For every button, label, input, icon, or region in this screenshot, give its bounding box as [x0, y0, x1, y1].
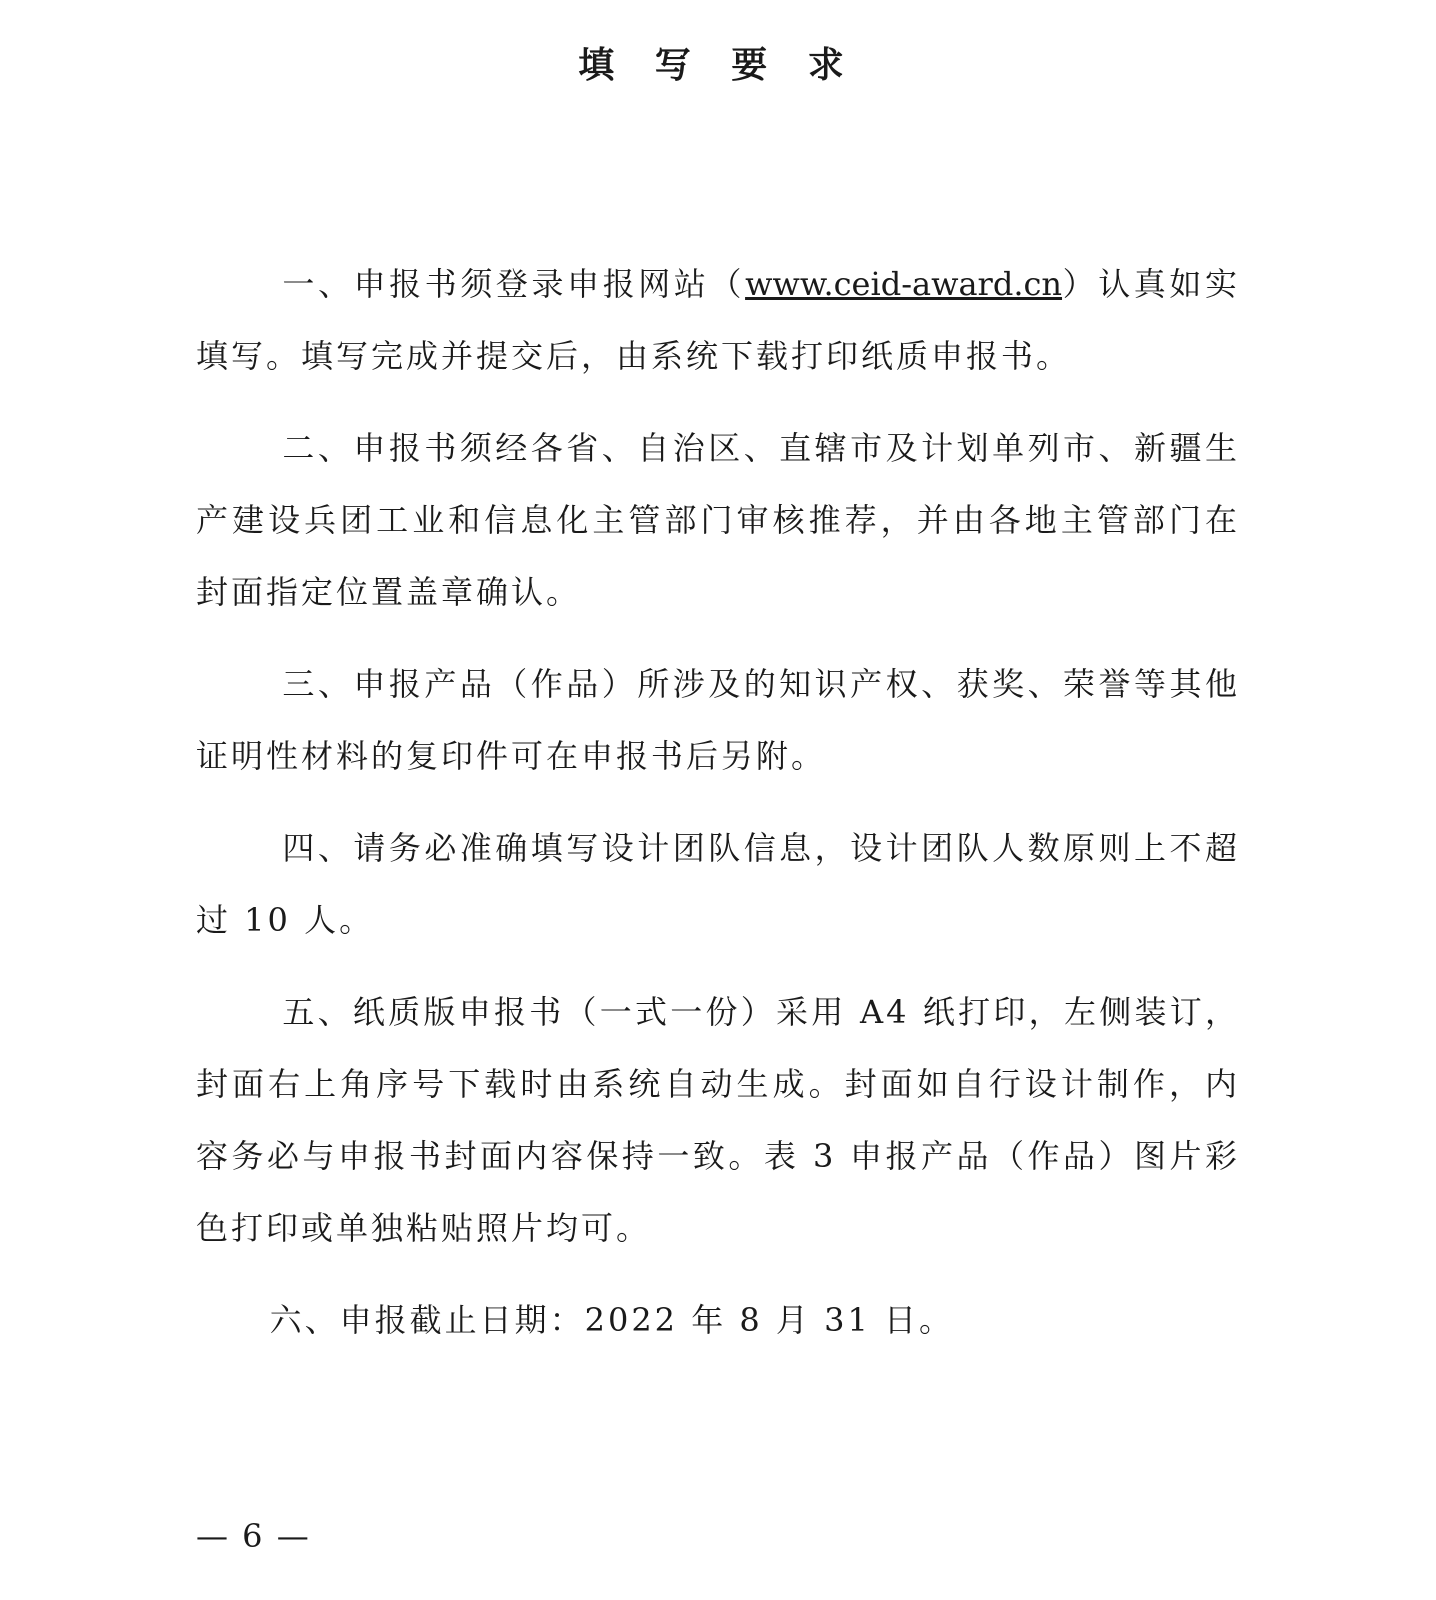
- page-title: 填 写 要 求: [578, 45, 858, 86]
- paragraph-1-text-before-link: 一、申报书须登录申报网站（: [282, 265, 746, 303]
- document-body: [196, 248, 1240, 1376]
- paragraph-1-text-after-link: ）认真如实填写。填写完成并提交后，由系统下载打印纸质申报书。: [196, 265, 1240, 375]
- paragraph-2: 二、申报书须经各省、自治区、直辖市及计划单列市、新疆生产建设兵团工业和信息化主管部门审核推荐，并由各地主管部门在封面指定位置盖章确认。: [196, 429, 1240, 611]
- paragraph-4: 四、请务必准确填写设计团队信息，设计团队人数原则上不超过 10 人。: [196, 829, 1240, 939]
- paragraph-5: 五、纸质版申报书（一式一份）采用 A4 纸打印，左侧装订，封面右上角序号下载时由系统自动生成。封面如自行设计制作，内容务必与申报书封面内容保持一致。表 3 申报产品（作品）图片彩色打印或单独粘贴照片均可。: [196, 993, 1240, 1247]
- paragraph-6: 六、申报截止日期：2022 年 8 月 31 日。: [269, 1301, 954, 1339]
- application-website-link[interactable]: www.ceid-award.cn: [745, 265, 1063, 303]
- page-number: — 6 —: [196, 1517, 311, 1555]
- paragraph-3: 三、申报产品（作品）所涉及的知识产权、获奖、荣誉等其他证明性材料的复印件可在申报书后另附。: [196, 665, 1240, 775]
- paragraph-1: [196, 248, 1240, 392]
